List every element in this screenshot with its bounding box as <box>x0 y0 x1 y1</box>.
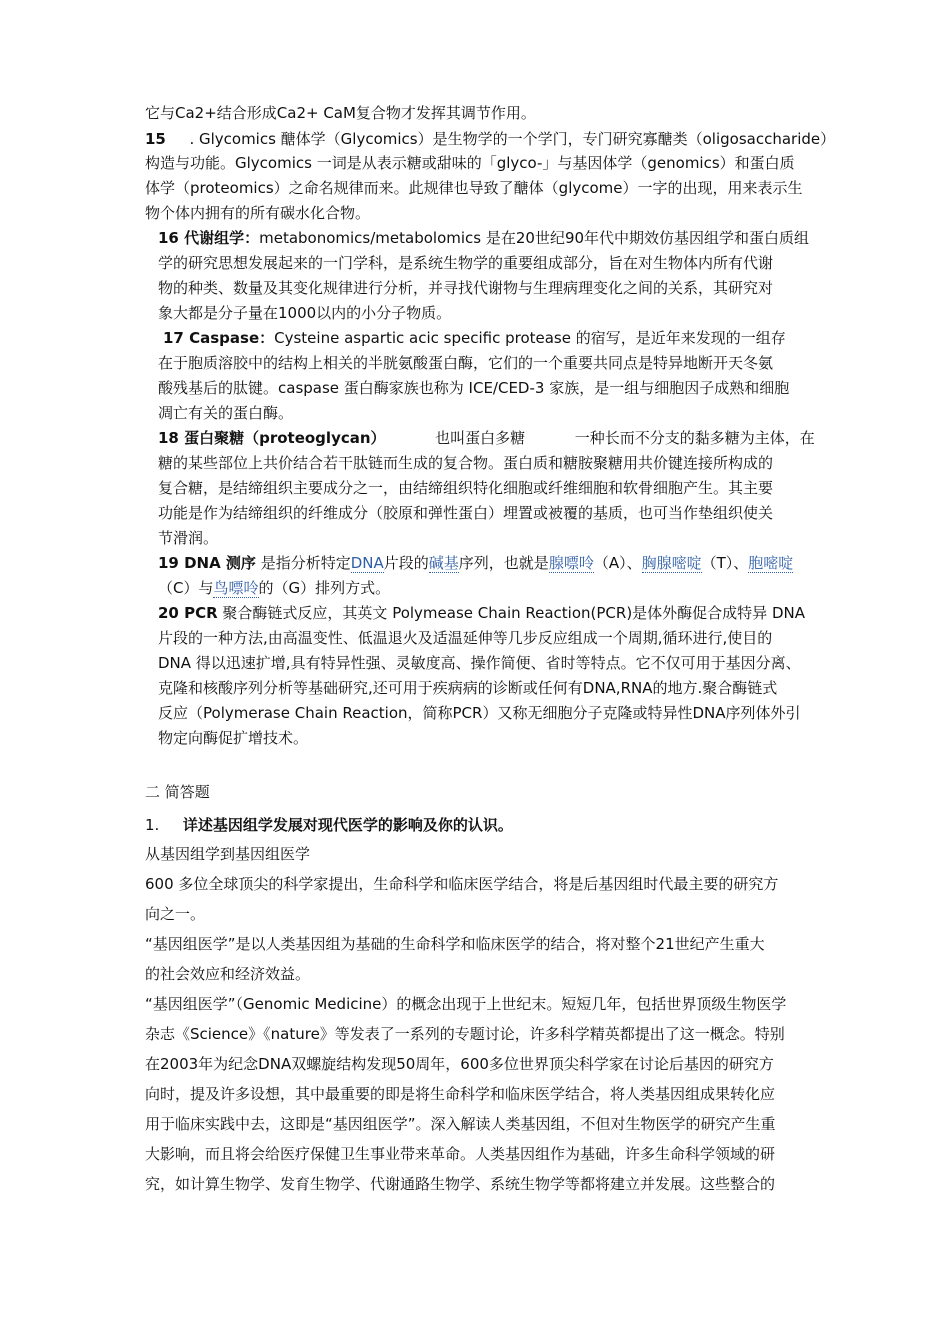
item-text: （A）、 <box>593 554 642 572</box>
item-text: 是指分析特定 <box>255 554 351 572</box>
paragraph-line: 大影响，而且将会给医疗保健卫生事业带来革命。人类基因组作为基础，许多生命科学领域的研 <box>145 1145 776 1163</box>
item-aside: 也叫蛋白多糖 <box>435 429 526 447</box>
section-heading: 二 简答题 <box>145 783 210 801</box>
paragraph-line: 向时，提及许多设想，其中最重要的即是将生命科学和临床医学结合，将人类基因组成果转化应 <box>145 1085 776 1103</box>
item-heading: 18 蛋白聚糖（proteoglycan） <box>158 429 386 447</box>
question-number: 1. <box>145 816 160 834</box>
link-dna[interactable]: DNA <box>350 554 384 572</box>
paragraph-line: 从基因组学到基因组医学 <box>145 845 311 863</box>
text-line-19 <box>158 553 793 573</box>
item-text: 的（G）排列方式。 <box>258 579 391 597</box>
item-heading: 16 代谢组学： <box>158 229 260 247</box>
text-line <box>158 578 390 598</box>
text-line: 片段的一种方法,由高温变性、低温退火及适温延伸等几步反应组成一个周期,循环进行,使目的 <box>158 629 773 647</box>
item-heading: 19 DNA 测序 <box>158 554 256 572</box>
text-line: 象大都是分子量在1000以内的小分子物质。 <box>158 304 452 322</box>
text-line: DNA 得以迅速扩增,具有特异性强、灵敏度高、操作简便、省时等特点。它不仅可用于基因分离、 <box>158 654 801 672</box>
text-line-15 <box>145 129 835 149</box>
text-line: 反应（Polymerase Chain Reaction，简称PCR）又称无细胞分子克隆或特异性DNA序列体外引 <box>158 704 801 722</box>
text-line: 糖的某些部位上共价结合若干肽链而生成的复合物。蛋白质和糖胺聚糖用共价键连接所构成的 <box>158 454 774 472</box>
paragraph-line: 600 多位全球顶尖的科学家提出，生命科学和临床医学结合，将是后基因组时代最主要的研究方 <box>145 875 779 893</box>
text-line: 它与Ca2+结合形成Ca2+ CaM复合物才发挥其调节作用。 <box>145 104 536 122</box>
text-line: 在于胞质溶胶中的结构上相关的半胱氨酸蛋白酶，它们的一个重要共同点是特异地断开天冬氨 <box>158 354 774 372</box>
text-line: 学的研究思想发展起来的一门学科，是系统生物学的重要组成部分，旨在对生物体内所有代谢 <box>158 254 774 272</box>
item-text: （C）与 <box>158 579 214 597</box>
question-text: 详述基因组学发展对现代医学的影响及你的认识。 <box>182 816 513 834</box>
item-text: . Glycomics 醣体学（Glycomics）是生物学的一个学门，专门研究寡醣类（oligosaccharide） <box>189 130 836 148</box>
text-line: 凋亡有关的蛋白酶。 <box>158 404 294 422</box>
text-line: 复合糖，是结缔组织主要成分之一，由结缔组织特化细胞或纤维细胞和软骨细胞产生。其主要 <box>158 479 774 497</box>
item-text: 聚合酶链式反应，其英文 Polymease Chain Reaction(PCR)是体外酶促合成特异 DNA <box>217 604 805 622</box>
paragraph-line: 在2003年为纪念DNA双螺旋结构发现50周年，600多位世界顶尖科学家在讨论后基因的研究方 <box>145 1055 774 1073</box>
item-text: 片段的 <box>383 554 429 572</box>
text-line: 功能是作为结缔组织的纤维成分（胶原和弹性蛋白）埋置或被覆的基质，也可当作垫组织使关 <box>158 504 774 522</box>
text-line: 构造与功能。Glycomics 一词是从表示糖或甜味的「glyco-」与基因体学（genomics）和蛋白质 <box>145 154 795 172</box>
item-text: metabonomics/metabolomics 是在20世纪90年代中期效仿基因组学和蛋白质组 <box>259 229 810 247</box>
text-line: 物定向酶促扩增技术。 <box>158 729 309 747</box>
item-text: 一种长而不分支的黏多糖为主体，在 <box>574 429 815 447</box>
text-line-20 <box>158 603 805 623</box>
link-guanine[interactable]: 鸟嘌呤 <box>213 579 259 597</box>
paragraph-line: 的社会效应和经济效益。 <box>145 965 311 983</box>
paragraph-line: 究，如计算生物学、发育生物学、代谢通路生物学、系统生物学等都将建立并发展。这些整合的 <box>145 1175 776 1193</box>
paragraph-line: 用于临床实践中去，这即是“基因组医学”。深入解读人类基因组，不但对生物医学的研究产生重 <box>145 1115 776 1133</box>
text-line: 物的种类、数量及其变化规律进行分析，并寻找代谢物与生理病理变化之间的关系，其研究对 <box>158 279 774 297</box>
link-cytosine[interactable]: 胞嘧啶 <box>748 554 794 572</box>
item-text: （T）、 <box>701 554 749 572</box>
paragraph-line: “基因组医学”（Genomic Medicine）的概念出现于上世纪末。短短几年，包括世界顶级生物医学 <box>145 995 787 1013</box>
item-text: 序列，也就是 <box>458 554 549 572</box>
text-line: 体学（proteomics）之命名规律而来。此规律也导致了醣体（glycome）一字的出现，用来表示生 <box>145 179 803 197</box>
text-line-16 <box>158 228 809 248</box>
link-base[interactable]: 碱基 <box>428 554 459 572</box>
item-text: Cysteine aspartic acic specific protease 的宿写，是近年来发现的一组存 <box>274 329 786 347</box>
item-number: 15 <box>145 130 166 148</box>
question-heading <box>145 815 513 835</box>
paragraph-line: 杂志《Science》《nature》等发表了一系列的专题讨论，许多科学精英都提出了这一概念。特别 <box>145 1025 785 1043</box>
link-thymine[interactable]: 胸腺嘧啶 <box>641 554 702 572</box>
item-heading: 17 Caspase： <box>163 329 275 347</box>
text-line: 酸残基后的肽键。caspase 蛋白酶家族也称为 ICE/CED-3 家族，是一组与细胞因子成熟和细胞 <box>158 379 790 397</box>
text-line-18 <box>158 428 815 448</box>
link-adenine[interactable]: 腺嘌呤 <box>548 554 594 572</box>
text-line: 节滑润。 <box>158 529 219 547</box>
paragraph-line: 向之一。 <box>145 905 206 923</box>
text-line: 物个体内拥有的所有碳水化合物。 <box>145 204 371 222</box>
paragraph-line: “基因组医学”是以人类基因组为基础的生命科学和临床医学的结合，将对整个21世纪产生重大 <box>145 935 765 953</box>
text-line: 克隆和核酸序列分析等基础研究,还可用于疾病病的诊断或任何有DNA,RNA的地方.聚合酶链式 <box>158 679 778 697</box>
item-heading: 20 PCR <box>158 604 218 622</box>
text-line-17 <box>163 328 786 348</box>
